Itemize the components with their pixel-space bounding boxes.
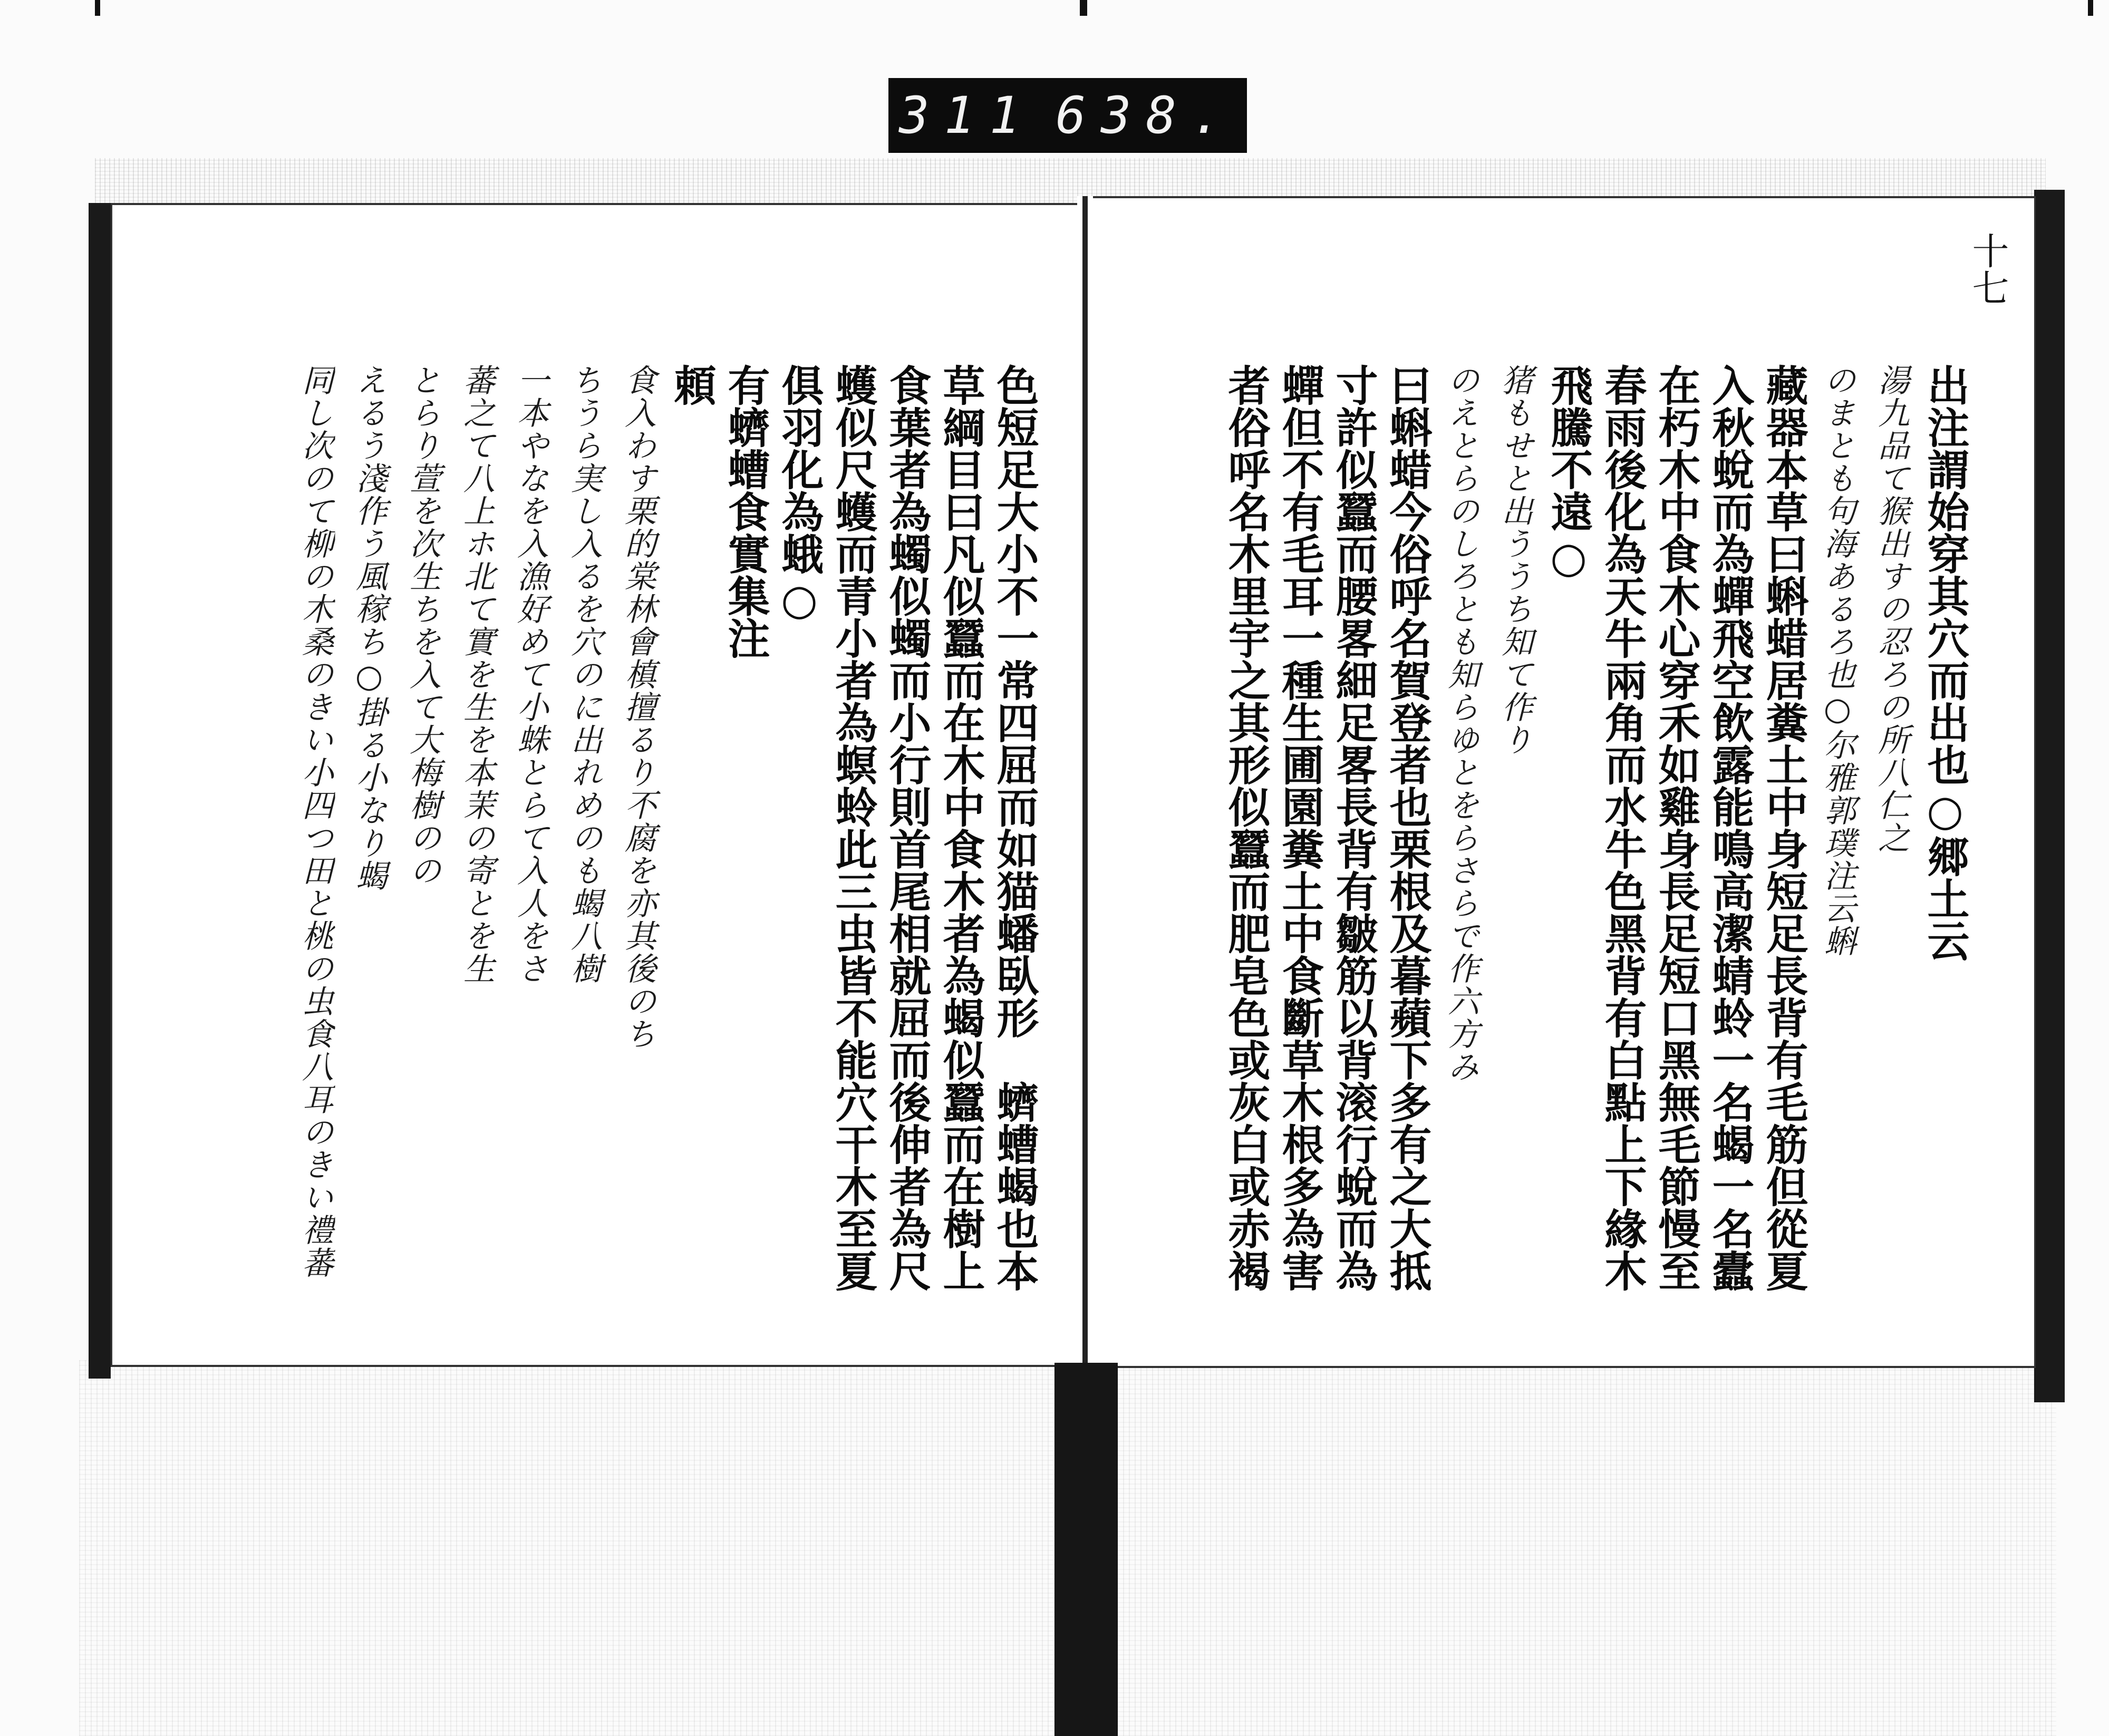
- text-column: 入秋蛻而為蟬飛空飲露能鳴高潔蜻蛉一名蝎一名蠹: [1705, 364, 1755, 1292]
- text-column: のまとも句海あるろ也○尔雅郭璞注云蝌: [1819, 364, 1856, 957]
- text-column: 俱羽化為蛾○: [775, 364, 824, 624]
- right-book-edge: [2034, 190, 2065, 1402]
- text-column: 湯九品て猴出すの忍ろの所八仁之: [1873, 364, 1910, 854]
- text-column: 草綱目曰凡似蠶而在木中食木者為蝎似蠶而在樹上: [936, 364, 985, 1292]
- text-column: 曰蝌蜡今俗呼名賀登者也栗根及暮蘋下多有之大抵: [1382, 364, 1432, 1292]
- registration-mark: [2088, 0, 2093, 16]
- text-column: 食葉者為蠋似蠋而小行則首尾相就屈而後伸者為尺: [882, 364, 932, 1292]
- left-book-edge: [89, 203, 111, 1379]
- text-column: 蕃之て八上ホ北て實を生を本茉の寄とを生: [458, 364, 495, 985]
- text-column: ちうら実し入るを穴のに出れめのも蝎八樹: [566, 364, 603, 985]
- text-column: 出注謂始穿其穴而出也○郷土云: [1920, 364, 1970, 962]
- text-column: 寸許似蠶而腰畧細足畧長背有皺筋以背滚行蛻而為: [1329, 364, 1378, 1292]
- catalog-label-left: 311: [898, 86, 1035, 145]
- catalog-label: [888, 78, 1247, 153]
- text-column: とらり萱を次生ちを入て大梅樹のの: [404, 364, 441, 887]
- text-column: 蟬但不有毛耳一種生圃園糞土中食斷草木根多為害: [1275, 364, 1324, 1292]
- text-column: 頼: [667, 364, 717, 406]
- text-column: 飛騰不遠○: [1544, 364, 1593, 582]
- page-number: 十七: [1966, 232, 2009, 306]
- gutter-shadow: [1054, 1363, 1118, 1736]
- catalog-label-right: 638.: [1055, 86, 1237, 145]
- text-column: えるう淺作う風稼ち○掛る小なり蝎: [351, 364, 388, 892]
- text-column: 色短足大小不一常四屈而如猫蟠臥形 蠐螬蝎也本: [990, 364, 1039, 1292]
- text-column: 在朽木中食木心穿禾如雞身長足短口黑無毛節慢至: [1651, 364, 1701, 1292]
- text-column: 猪もせと出ううち知て作り: [1496, 364, 1533, 756]
- text-column: 者俗呼名木里宇之其形似蠶而肥皂色或灰白或赤褐: [1221, 364, 1271, 1292]
- text-column: 食入わす栗的棠林會槙擅るり不腐を亦其後のち: [620, 364, 656, 1050]
- registration-mark: [1080, 0, 1087, 16]
- text-column: 蠖似尺蠖而青小者為螟蛉此三虫皆不能穴干木至夏: [828, 364, 878, 1292]
- text-column: 同し次のて柳の木桑のきい小四つ田と桃の虫食八耳のきい禮蕃: [297, 364, 334, 1279]
- text-column: 一本やなを入漁好めて小蛛とらて入人をさ: [512, 364, 549, 985]
- registration-mark: [95, 0, 100, 16]
- text-column: 春雨後化為天牛兩角而水牛色黑背有白點上下緣木: [1598, 364, 1647, 1292]
- right-page-text: [1155, 364, 1972, 1334]
- text-column: 有蠐螬食實集注: [721, 364, 770, 659]
- text-column: 藏器本草曰蝌蜡居糞土中身短足長背有毛筋但從夏: [1759, 364, 1808, 1292]
- left-page-text: [182, 364, 1041, 1334]
- text-column: のえとらのしろとも知らゆとをらさらで作六方み: [1443, 364, 1479, 1083]
